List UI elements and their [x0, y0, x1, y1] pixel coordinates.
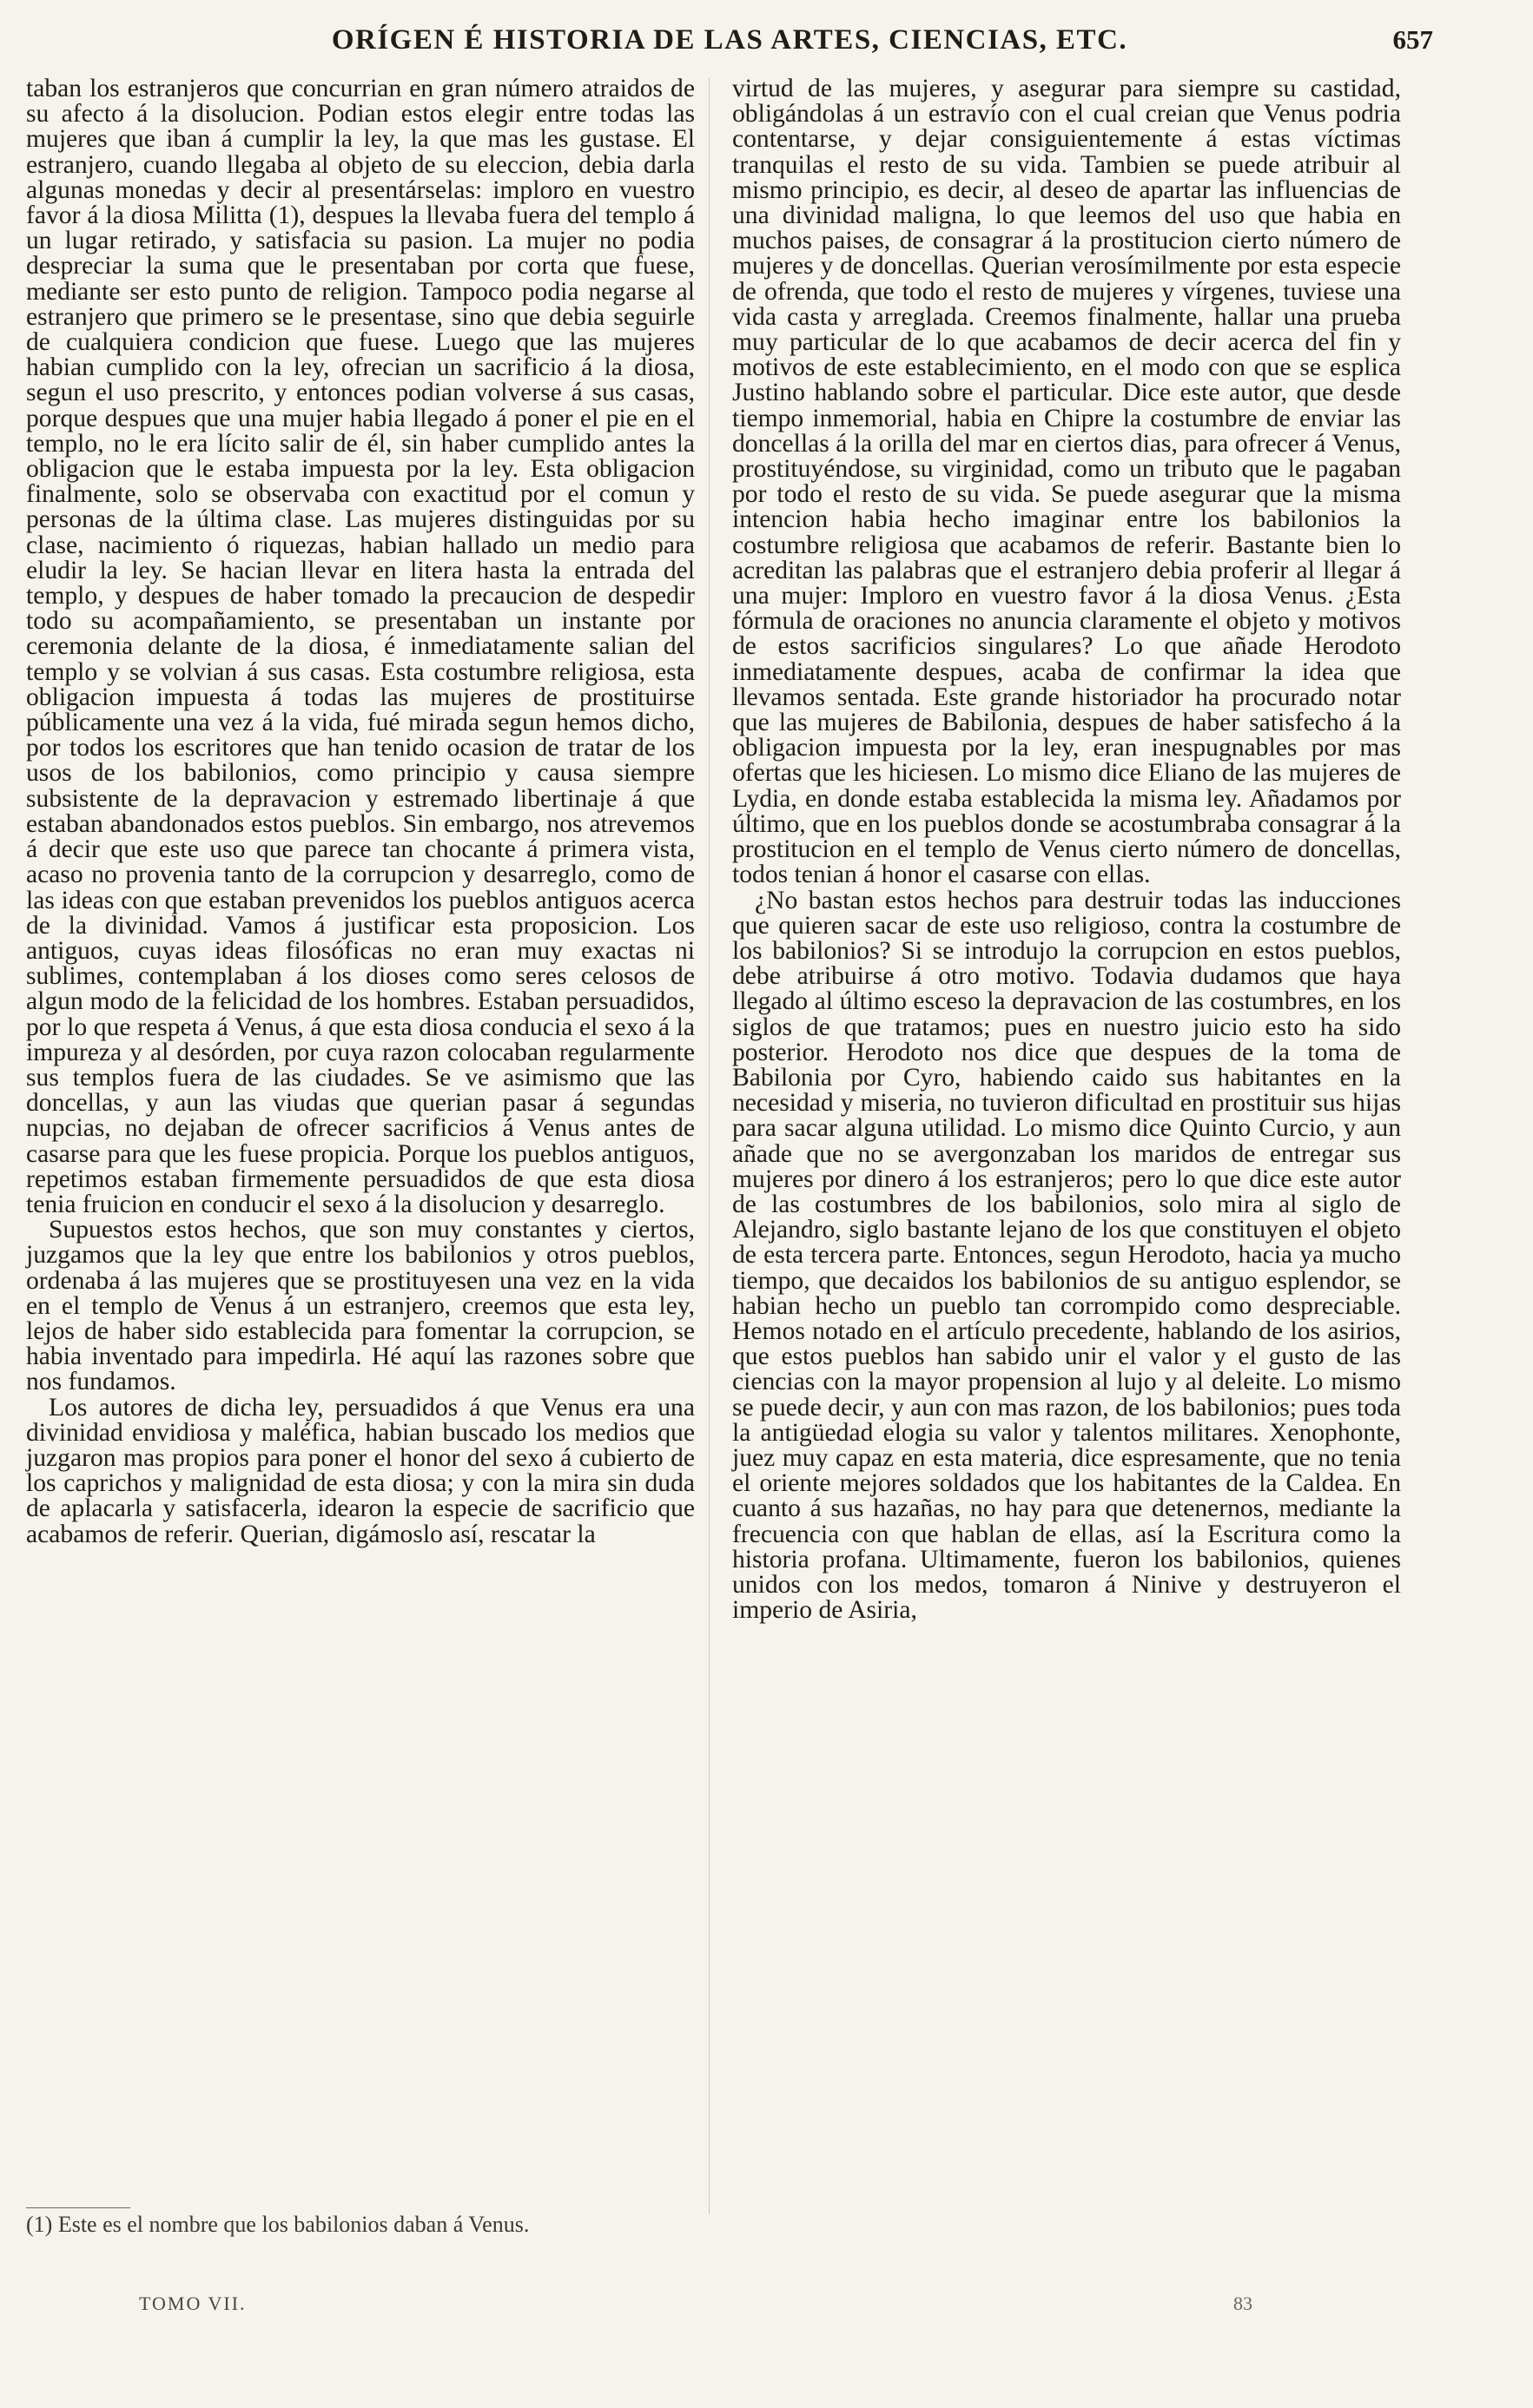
running-header — [26, 24, 1433, 63]
right-paragraph-2: ¿No bastan estos hechos para destruir todas las inducciones que quieren sacar de este uso religioso, contra la costumbre de los babilonios? Si se introdujo la corrupcion en estos pueblos, debe atribuirse á otro motivo. Todavia dudamos que haya llegado al último esceso la depravacion de las costumbres, en los siglos de que tratamos; pues en nuestro juicio esto ha sido posterior. Herodoto nos dice que despues de la toma de Babilonia por Cyro, habiendo caido sus habitantes en la necesidad y miseria, no tuvieron dificultad en prostituir sus hijas para sacar alguna utilidad. Lo mismo dice Quinto Curcio, y aun añade que no se avergonzaban los maridos de entregar sus mujeres por dinero á los estranjeros; pero lo que dice este autor de las costumbres de los babilonios, solo mira al siglo de Alejandro, siglo bastante lejano de los que constituyen el objeto de esta tercera parte. Entonces, segun Herodoto, hacia ya mucho tiempo, que decaidos los babilonios de su antiguo esplendor, se habian hecho un pueblo tan corrompido como despreciable. Hemos notado en el artículo precedente, hablando de los asirios, que estos pueblos han sabido unir el valor y el gusto de las ciencias con la mayor propension al lujo y al deleite. Lo mismo se puede decir, y aun con mas razon, de los babilonios; pues toda la antigüedad elogia su valor y talentos militares. Xenophonte, juez muy capaz en esta materia, dice espresamente, que no tenia el oriente mejores soldados que los habitantes de la Caldea. En cuanto á sus hazañas, no hay para que detenernos, mediante la frecuencia con que hablan de ellas, así la Escritura como la historia profana. Ultimamente, fueron los babilonios, quienes unidos con los medos, tomaron á Ninive y destruyeron el imperio de Asiria, — [732, 886, 1401, 1625]
right-column — [732, 76, 1401, 1623]
left-paragraph-1: taban los estranjeros que concurrian en gran número atraidos de su afecto á la disolucion. Podian estos elegir entre todas las mujeres que iban á cumplir la ley, la que mas les gustase. El estranjero, cuando llegaba al objeto de su eleccion, debia darla algunas monedas y decir al presentárselas: imploro en vuestro favor á la diosa Militta (1), despues la llevaba fuera del templo á un lugar retirado, y satisfacia su pasion. La mujer no podia despreciar la suma que le presentaban por corta que fuese, mediante ser esto punto de religion. Tampoco podia negarse al estranjero que primero se le presentase, sino que debia seguirle de cualquiera condicion que fuese. Luego que las mujeres habian cumplido con la ley, ofrecian un sacrificio á la diosa, segun el uso prescrito, y entonces podian volverse á sus casas, porque despues que una mujer habia llegado á poner el pie en el templo, no le era lícito salir de él, sin haber cumplido antes la obligacion que le estaba impuesta por la ley. Esta obligacion finalmente, solo se observaba con exactitud por el comun y personas de la última clase. Las mujeres distinguidas por su clase, nacimiento ó riquezas, habian hallado un medio para eludir la ley. Se hacian llevar en litera hasta la entrada del templo, y despues de haber tomado la precaucion de despedir todo su acompañamiento, se presentaban un instante por ceremonia delante de la diosa, é inmediatamente salian del templo y se volvian á sus casas. Esta costumbre religiosa, esta obligacion impuesta á todas las mujeres de prostituirse públicamente una vez á la vida, fué mirada segun hemos dicho, por todos los escritores que han tenido ocasion de tratar de los usos de los babilonios, como principio y causa siempre subsistente de la depravacion y estremado libertinaje á que estaban abandonados estos pueblos. Sin embargo, nos atrevemos á decir que este uso que parece tan chocante á primera vista, acaso no provenia tanto de la corrupcion y desarreglo, como de las ideas con que estaban prevenidos los pueblos antiguos acerca de la divinidad. Vamos á justificar esta proposicion. Los antiguos, cuyas ideas filosóficas no eran muy exactas ni sublimes, contemplaban á los dioses como seres celosos de algun modo de la felicidad de los hombres. Estaban persuadidos, por lo que respeta á Venus, á que esta diosa conducia el sexo á la impureza y al desórden, por cuya razon colocaban regularmente sus templos fuera de las ciudades. Se ve asimismo que las doncellas, y aun las viudas que querian pasar á segundas nupcias, no dejaban de ofrecer sacrificios á Venus antes de casarse para que les fuese propicia. Porque los pueblos antiguos, repetimos estaban firmemente persuadidos de que esta diosa tenia fruicion en conducir el sexo á la disolucion y desarreglo. — [26, 75, 695, 1218]
footnote: (1) Este es el nombre que los babilonios daban á Venus. — [26, 2212, 530, 2237]
left-column — [26, 76, 695, 1547]
right-paragraph-1: virtud de las mujeres, y asegurar para siempre su castidad, obligándolas á un estravío con el cual creian que Venus podria contentarse, y dejar consiguientemente á estas víctimas tranquilas el resto de su vida. Tambien se puede atribuir al mismo principio, es decir, al deseo de apartar las influencias de una divinidad maligna, lo que leemos del uso que habia en muchos paises, de consagrar á la prostitucion cierto número de mujeres y de doncellas. Querian verosímilmente por esta especie de ofrenda, que todo el resto de mujeres y vírgenes, tuviese una vida casta y arreglada. Creemos finalmente, hallar una prueba muy particular de lo que acabamos de decir acerca del fin y motivos de este establecimiento, en el modo con que se esplica Justino hablando sobre el particular. Dice este autor, que desde tiempo inmemorial, habia en Chipre la costumbre de enviar las doncellas á la orilla del mar en ciertos dias, para ofrecer á Venus, prostituyéndose, su virginidad, como un tributo que le pagaban por todo el resto de su vida. Se puede asegurar que la misma intencion habia hecho imaginar entre los babilonios la costumbre religiosa que acabamos de referir. Bastante bien lo acreditan las palabras que el estranjero debia proferir al llegar á una mujer: Imploro en vuestro favor á la diosa Venus. ¿Esta fórmula de oraciones no anuncia claramente el objeto y motivos de estos sacrificios singulares? Lo que añade Herodoto inmediatamente despues, acaba de confirmar la idea que llevamos sentada. Este grande historiador ha procurado notar que las mujeres de Babilonia, despues de haber satisfecho á la obligacion impuesta por la ley, eran inespugnables por mas ofertas que les hiciesen. Lo mismo dice Eliano de las mujeres de Lydia, en donde estaba establecida la misma ley. Añadamos por último, que en los pueblos donde se acostumbraba consagrar á la prostitucion en el templo de Venus cierto número de doncellas, todos tenian á honor el casarse con ellas. — [732, 75, 1401, 889]
left-paragraph-3: Los autores de dicha ley, persuadidos á que Venus era una divinidad envidiosa y maléfica, habian buscado los medios que juzgaron mas propios para poner el honor del sexo á cubierto de los caprichos y malignidad de esta diosa; y con la mira sin duda de aplacarla y satisfacerla, idearon la especie de sacrificio que acabamos de referir. Querian, digámoslo así, rescatar la — [26, 1393, 695, 1548]
page-number: 657 — [1392, 24, 1433, 55]
footnote-divider — [26, 2207, 130, 2208]
left-paragraph-2: Supuestos estos hechos, que son muy constantes y ciertos, juzgamos que la ley que entre los babilonios y otros pueblos, ordenaba á las mujeres que se prostituyesen una vez en la vida en el templo de Venus á un estranjero, creemos que esta ley, lejos de haber sido establecida para fomentar la corrupcion, se habia inventado para impedirla. Hé aquí las razones sobre que nos fundamos. — [26, 1216, 695, 1396]
signature-mark: 83 — [1233, 2293, 1252, 2314]
running-title: ORÍGEN É HISTORIA DE LAS ARTES, CIENCIAS, ETC. — [331, 24, 1128, 56]
column-divider — [709, 78, 710, 2214]
volume-label: TOMO VII. — [139, 2293, 247, 2314]
